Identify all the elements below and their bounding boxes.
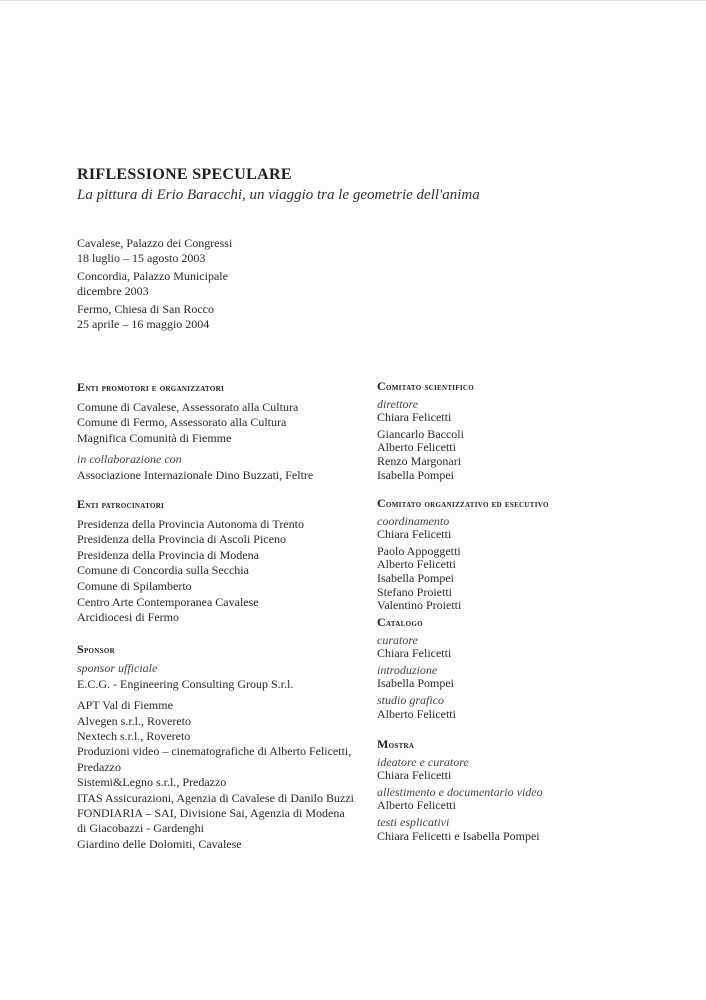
section-heading: Enti patrocinatori [77, 497, 165, 511]
list-item: Alberto Felicetti [377, 706, 456, 721]
list-item: Paolo Appoggetti [377, 543, 461, 558]
list-item: APT Val di Fiemme [77, 698, 173, 713]
list-item: Isabella Pompei [377, 570, 454, 585]
role-label: introduzione [377, 662, 438, 677]
section-comitato-scientifico [377, 380, 474, 482]
section-heading: Mostra [377, 737, 415, 751]
section-heading: Sponsor [77, 642, 115, 656]
section-enti-promotori [77, 380, 313, 484]
page-top-edge [0, 0, 706, 1]
list-item: Alvegen s.r.l., Rovereto [77, 713, 191, 728]
section-enti-patrocinatori [77, 497, 304, 626]
list-item: Presidenza della Provincia Autonoma di Trento [77, 516, 304, 531]
list-item: Predazzo [77, 759, 121, 774]
page-subtitle: La pittura di Erio Baracchi, un viaggio tra le geometrie dell'anima [77, 187, 480, 203]
list-item: Alberto Felicetti [377, 557, 456, 572]
list-item: Comune di Fermo, Assessorato alla Cultura [77, 415, 287, 430]
list-item: Chiara Felicetti e Isabella Pompei [377, 828, 540, 843]
list-item: Chiara Felicetti [377, 646, 452, 661]
venue-dates: 18 luglio – 15 agosto 2003 [77, 251, 206, 265]
section-sponsor [77, 642, 354, 852]
list-item: Presidenza della Provincia di Modena [77, 547, 259, 562]
section-mostra [377, 738, 543, 843]
list-item: Produzioni video – cinematografiche di Alberto Felicetti, [77, 744, 352, 759]
role-label: ideatore e curatore [377, 754, 469, 769]
venue-dates: 25 aprile – 16 maggio 2004 [77, 317, 210, 331]
section-heading: Comitato organizzativo ed esecutivo [377, 496, 549, 510]
list-item: Comune di Spilamberto [77, 578, 192, 593]
list-item: Chiara Felicetti [377, 527, 452, 542]
list-item: Magnifica Comunità di Fiemme [77, 430, 232, 445]
venue-item [77, 269, 232, 299]
list-item: Isabella Pompei [377, 676, 454, 691]
venue-item [77, 236, 232, 266]
list-item: Centro Arte Contemporanea Cavalese [77, 594, 259, 609]
role-label: in collaborazione con [77, 452, 182, 467]
list-item: Alberto Felicetti [377, 440, 456, 455]
section-catalogo [377, 616, 456, 721]
page-title: RIFLESSIONE SPECULARE [77, 166, 292, 183]
list-item: Renzo Margonari [377, 453, 462, 468]
role-label: coordinamento [377, 513, 450, 528]
role-label: direttore [377, 396, 419, 411]
list-item: Valentino Proietti [377, 598, 462, 613]
role-label: sponsor ufficiale [77, 661, 158, 676]
venue-place: Fermo, Chiesa di San Rocco [77, 302, 214, 316]
list-item: FONDIARIA – SAI, Divisione Sai, Agenzia di Modena [77, 806, 345, 821]
list-item: Nextech s.r.l., Rovereto [77, 729, 191, 744]
list-item: Chiara Felicetti [377, 410, 452, 425]
section-heading: Enti promotori e organizzatori [77, 380, 225, 394]
list-item: di Giacobazzi - Gardenghi [77, 821, 204, 836]
list-item: Giardino delle Dolomiti, Cavalese [77, 836, 242, 851]
list-item: Chiara Felicetti [377, 768, 452, 783]
role-label: testi esplicativi [377, 814, 450, 829]
list-item: E.C.G. - Engineering Consulting Group S.r.l. [77, 676, 294, 691]
list-item: Stefano Proietti [377, 584, 452, 599]
list-item: Giancarlo Baccoli [377, 426, 464, 441]
role-label: allestimento e documentario video [377, 784, 543, 799]
list-item: Alberto Felicetti [377, 798, 456, 813]
list-item: Sistemi&Legno s.r.l., Predazzo [77, 775, 227, 790]
list-item: ITAS Assicurazioni, Agenzia di Cavalese di Danilo Buzzi [77, 790, 354, 805]
venue-item [77, 302, 232, 332]
role-label: studio grafico [377, 692, 445, 707]
venue-place: Cavalese, Palazzo dei Congressi [77, 236, 233, 250]
list-item: Comune di Concordia sulla Secchia [77, 563, 249, 578]
list-item: Comune di Cavalese, Assessorato alla Cultura [77, 399, 299, 414]
list-item: Associazione Internazionale Dino Buzzati, Feltre [77, 467, 314, 482]
list-item: Isabella Pompei [377, 467, 454, 482]
section-heading: Catalogo [377, 615, 423, 629]
venue-dates: dicembre 2003 [77, 284, 149, 298]
list-item: Arcidiocesi di Fermo [77, 610, 179, 625]
venue-list [77, 236, 232, 335]
venue-place: Concordia, Palazzo Municipale [77, 269, 228, 283]
role-label: curatore [377, 632, 418, 647]
list-item: Presidenza della Provincia di Ascoli Piceno [77, 532, 286, 547]
section-heading: Comitato scientifico [377, 379, 475, 393]
section-comitato-organizzativo [377, 497, 549, 613]
